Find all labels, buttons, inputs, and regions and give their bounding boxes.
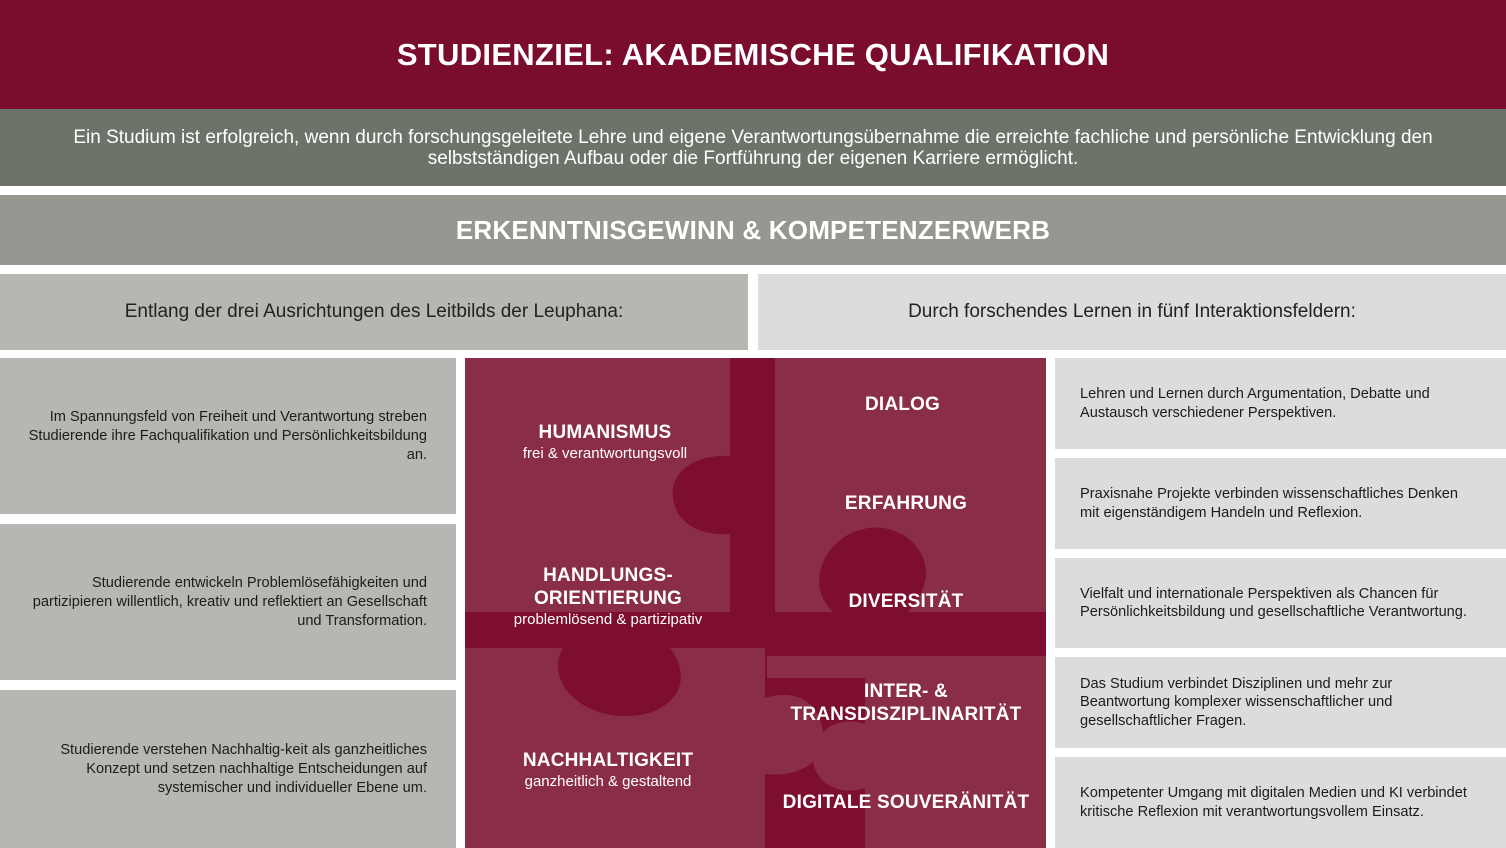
title-bar — [0, 0, 1506, 109]
interaktionsfeld-title: DIGITALE SOUVERÄNITÄT — [782, 792, 1030, 813]
right-column-heading — [758, 274, 1506, 350]
left-column-heading — [0, 274, 748, 350]
leitbild-label-humanismus — [485, 421, 725, 463]
leitbild-box-nachhaltigkeit — [0, 690, 456, 848]
intro-line-2: selbstständigen Aufbau oder die Fortführung der eigenen Karriere ermöglicht. — [427, 147, 1079, 169]
leitbild-title-line-1: HANDLUNGS- — [543, 565, 673, 586]
leitbild-title: HUMANISMUS — [538, 422, 672, 443]
interaktionsfeld-title: DIALOG — [864, 394, 941, 415]
interaktionsfeld-label-interdisziplinaritaet — [771, 680, 1041, 726]
interaktionsfeld-description: Das Studium verbindet Disziplinen und mehr zur Beantwortung komplexer wissenschaftlicher und gesellschaftlicher Fragen. — [1080, 675, 1393, 729]
leitbild-description: Im Spannungsfeld von Freiheit und Verantwortung streben Studierende ihre Fachqualifikation und Persönlichkeitsbildung an. — [28, 408, 427, 463]
section-bar — [0, 195, 1506, 265]
leitbild-description: Studierende entwickeln Problemlösefähigkeiten und partizipieren willentlich, kreativ und reflektiert an Gesellschaft und Transformation. — [32, 574, 427, 629]
leitbild-label-nachhaltigkeit — [485, 749, 731, 791]
interaktionsfeld-box-dialog — [1055, 358, 1506, 449]
interaktionsfeld-description: Vielfalt und internationale Perspektiven als Chancen für Persönlichkeitsbildung und gesellschaftliche Verantwortung. — [1080, 585, 1467, 620]
leitbild-subtitle: frei & verantwortungsvoll — [522, 445, 688, 462]
section-title: ERKENNTNISGEWINN & KOMPETENZERWERB — [455, 214, 1051, 245]
interaktionsfeld-description: Lehren und Lernen durch Argumentation, Debatte und Austausch verschiedener Perspektiven. — [1080, 386, 1430, 421]
left-column-heading-text: Entlang der drei Ausrichtungen des Leitbilds der Leuphana: — [124, 301, 624, 322]
interaktionsfeld-label-digitale-souveraenitaet — [771, 791, 1041, 814]
interaktionsfeld-title: DIVERSITÄT — [848, 591, 964, 612]
interaktionsfeld-title: ERFAHRUNG — [844, 493, 968, 514]
right-column-heading-text: Durch forschendes Lernen in fünf Interaktionsfeldern: — [908, 301, 1356, 322]
leitbild-box-handlungsorientierung — [0, 524, 456, 680]
intro-bar — [0, 109, 1506, 186]
interaktionsfeld-label-diversitaet — [781, 590, 1031, 613]
leitbild-label-handlungsorientierung — [485, 564, 731, 629]
leitbild-subtitle: ganzheitlich & gestaltend — [524, 773, 692, 790]
leitbild-title: NACHHALTIGKEIT — [522, 750, 694, 771]
page-title: STUDIENZIEL: AKADEMISCHE QUALIFIKATION — [396, 36, 1110, 72]
leitbild-description: Studierende verstehen Nachhaltig-keit als ganzheitliches Konzept und setzen nachhaltige Entscheidungen auf systemischer und individueller Ebene um. — [60, 741, 427, 796]
interaktionsfeld-box-digitale-souveraenitaet — [1055, 757, 1506, 848]
interaktionsfeld-description: Kompetenter Umgang mit digitalen Medien und KI verbindet kritische Reflexion mit verantwortungsvollem Einsatz. — [1080, 785, 1467, 820]
interaktionsfeld-label-erfahrung — [781, 492, 1031, 515]
interaktionsfeld-box-erfahrung — [1055, 458, 1506, 549]
leitbild-subtitle: problemlösend & partizipativ — [513, 611, 703, 628]
intro-line-1: Ein Studium ist erfolgreich, wenn durch forschungsgeleitete Lehre und eigene Verantwortungsübernahme die erreichte fachliche und persönliche Entwicklung den — [73, 126, 1433, 148]
interaktionsfeld-box-interdisziplinaritaet — [1055, 657, 1506, 748]
leitbild-box-humanismus — [0, 358, 456, 514]
intro-text — [73, 127, 1432, 169]
puzzle-graphic — [465, 358, 1046, 848]
interaktionsfeld-title-line-1: INTER- & — [864, 681, 948, 702]
interaktionsfeld-label-dialog — [775, 393, 1030, 416]
interaktionsfeld-box-diversitaet — [1055, 558, 1506, 648]
leitbild-title-line-2: ORIENTIERUNG — [533, 588, 683, 609]
interaktionsfeld-description: Praxisnahe Projekte verbinden wissenschaftliches Denken mit eigenständigem Handeln und Reflexion. — [1080, 486, 1459, 521]
interaktionsfeld-title-line-2: TRANSDISZIPLINARITÄT — [790, 704, 1022, 725]
